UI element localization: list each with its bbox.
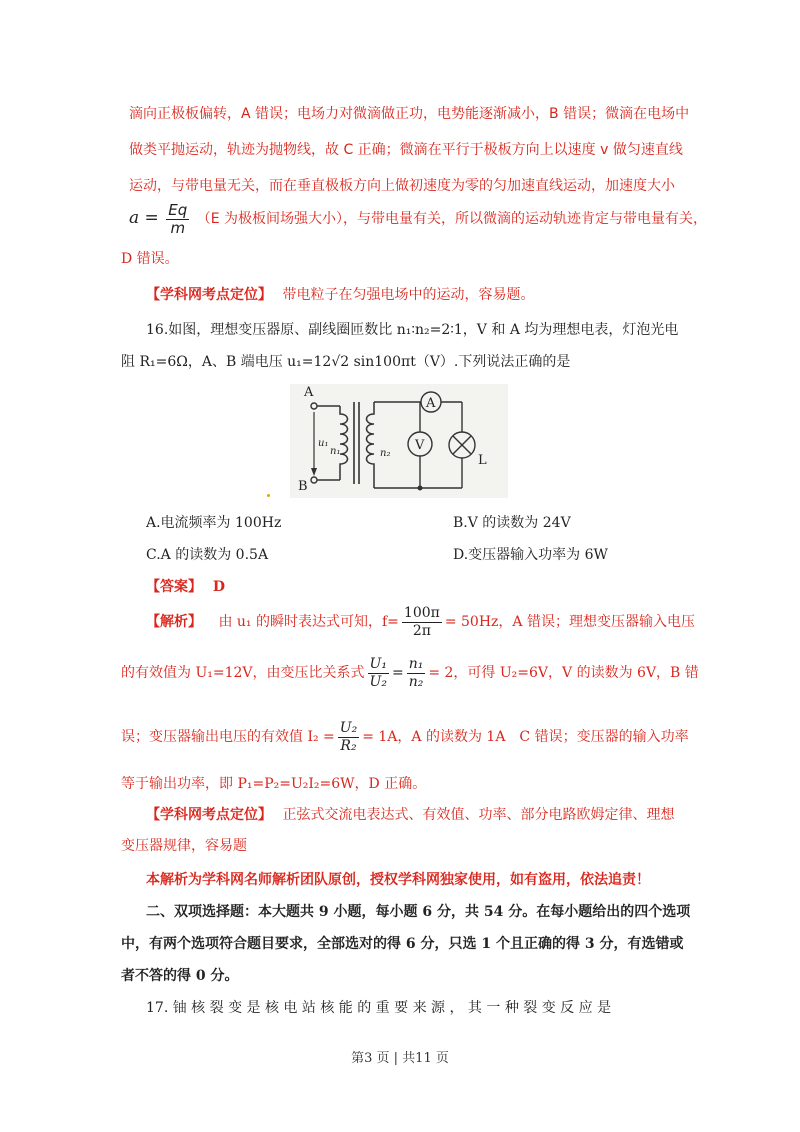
answer-line [146, 577, 225, 597]
transformer-circuit-diagram [290, 384, 508, 498]
q16-stem-line-1: 16.如图，理想变压器原、副线圈匝数比 n₁∶n₂=2∶1，V 和 A 均为理想电表，灯泡光电 [146, 322, 679, 338]
label-n1: n₁ [330, 446, 341, 457]
kaodian-2-label: 【学科网考点定位】 [146, 807, 272, 823]
jiexi-line-3 [121, 716, 689, 758]
jiexi-label: 【解析】 [146, 614, 202, 630]
jiexi-line-2 [121, 652, 699, 694]
voltage-ratio-denominator: U₂ [369, 673, 387, 690]
frequency-denominator: 2π [412, 622, 431, 639]
jiexi-line-2-b: = 2，可得 U₂=6V，V 的读数为 6V，B 错 [428, 665, 699, 681]
section-2-line-1: 二、双项选择题：本大题共 9 小题，每小题 6 分，共 54 分。在每小题给出的四个选项 [146, 904, 691, 920]
jiexi-line-1-b: = 50Hz，A 错误；理想变压器输入电压 [444, 614, 695, 630]
jiexi-line-1 [146, 602, 695, 642]
intro-line-3: 运动，与带电量无关，而在垂直极板方向上做初速度为零的匀加速直线运动，加速度大小 [129, 178, 675, 194]
turns-ratio-numerator: n₁ [408, 655, 424, 672]
label-u1: u₁ [318, 438, 329, 449]
answer-value: D [212, 579, 226, 595]
q16-option-a: A.电流频率为 100Hz [146, 515, 282, 531]
kaodian-1-text: 带电粒子在匀强电场中的运动，容易题。 [282, 287, 535, 303]
jiexi-line-4: 等于输出功率，即 P₁=P₂=U₂I₂=6W，D 正确。 [121, 776, 427, 792]
kaodian-1-label: 【学科网考点定位】 [146, 287, 272, 303]
intro-line-1: 滴向正极板偏转，A 错误；电场力对微滴做正功，电势能逐渐减小，B 错误；微滴在电场中 [129, 106, 690, 122]
answer-label: 【答案】 [146, 579, 202, 595]
q16-stem-line-2: 阻 R₁=6Ω，A、B 端电压 u₁=12√2 sin100πt（V）.下列说法正确的是 [121, 354, 571, 370]
page-footer: 第3 页 | 共11 页 [351, 1051, 449, 1066]
voltmeter-label: V [415, 438, 425, 453]
section-2-line-2: 中，有两个选项符合题目要求，全部选对的得 6 分，只选 1 个且正确的得 3 分，有选错或 [121, 936, 684, 952]
q16-option-c: C.A 的读数为 0.5A [146, 547, 269, 563]
ammeter-label: A [426, 396, 436, 411]
kaodian-2-text-2: 变压器规律，容易题 [121, 838, 247, 854]
jiexi-line-2-a: 的有效值为 U₁=12V，由变压比关系式 [121, 665, 365, 681]
junction-dot [418, 486, 423, 491]
accel-denominator: m [170, 218, 186, 237]
jiexi-line-3-b: = 1A，A 的读数为 1A C 错误；变压器的输入功率 [362, 729, 689, 745]
q16-option-d: D.变压器输入功率为 6W [453, 547, 608, 563]
kaodian-2 [146, 805, 674, 825]
lamp-label: L [478, 453, 487, 468]
intro-line-5: D 错误。 [121, 251, 179, 267]
intro-line-2: 做类平抛运动，轨迹为抛物线，故 C 正确；微滴在平行于极板方向上以速度 v 做匀速直线 [129, 142, 683, 158]
kaodian-2-text-1: 正弦式交流电表达式、有效值、功率、部分电路欧姆定律、理想 [282, 807, 675, 823]
current-denominator: R₂ [340, 737, 357, 754]
intro-line-4 [129, 200, 707, 237]
label-a: A [304, 385, 314, 400]
copyright-notice: 本解析为学科网名师解析团队原创，授权学科网独家使用，如有盗用，依法追责！ [146, 872, 650, 888]
accel-fraction [166, 202, 189, 237]
frequency-fraction [402, 605, 442, 640]
accel-symbol: a = [129, 208, 159, 228]
kaodian-1 [146, 285, 534, 305]
current-fraction [338, 720, 359, 755]
q17-stem: 17. 铀 核 裂 变 是 核 电 站 核 能 的 重 要 来 源 ， 其 一 种 裂 变 反 应 是 [146, 1000, 612, 1016]
stray-dot [267, 494, 270, 497]
jiexi-line-3-a: 误；变压器输出电压的有效值 I₂ = [121, 729, 335, 745]
intro-line-4-text: （E 为极板间场强大小），与带电量有关，所以微滴的运动轨迹肯定与带电量有关， [196, 211, 707, 227]
section-2-line-3: 者不答的得 0 分。 [121, 968, 239, 984]
jiexi-line-1-a: 由 u₁ 的瞬时表达式可知，f= [218, 614, 399, 630]
frequency-numerator: 100π [403, 604, 440, 621]
voltage-ratio-fraction [368, 656, 389, 691]
q16-option-b: B.V 的读数为 24V [453, 515, 571, 531]
label-n2: n₂ [380, 448, 391, 459]
ratio-equals: = [391, 665, 404, 681]
current-numerator: U₂ [339, 719, 358, 736]
voltage-ratio-numerator: U₁ [369, 655, 387, 672]
accel-numerator: Eq [168, 200, 188, 219]
turns-ratio-fraction [407, 656, 426, 691]
turns-ratio-denominator: n₂ [408, 673, 424, 690]
label-b: B [298, 479, 308, 494]
